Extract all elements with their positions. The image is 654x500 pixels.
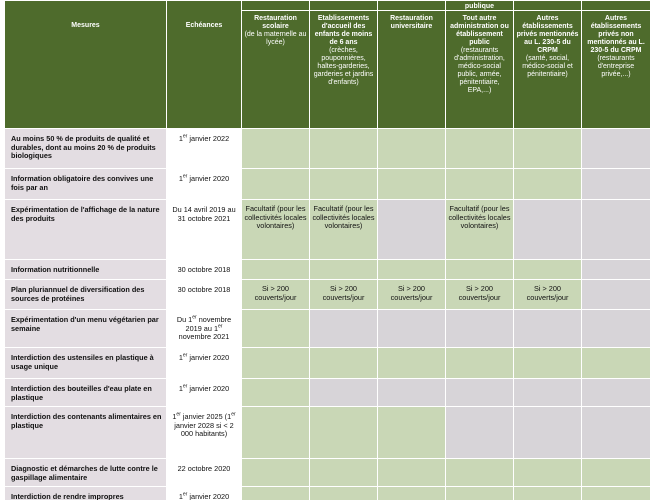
- applicability-cell: [242, 129, 310, 169]
- column-header-detail: (de la maternelle au lycée): [244, 31, 307, 46]
- column-header-title: Autres établissements privés mentionnés au L. 230-5 du CRPM: [516, 15, 579, 54]
- measure-cell: Interdiction des contenants alimentaires en plastique: [5, 407, 167, 459]
- applicability-cell: [446, 169, 514, 200]
- applicability-cell: [242, 348, 310, 379]
- applicability-cell: [514, 487, 582, 500]
- applicability-cell: Facultatif (pour les collectivités locales volontaires): [310, 200, 378, 260]
- table-row: [5, 260, 651, 280]
- column-header-2: [310, 11, 378, 129]
- table-row: [5, 487, 651, 500]
- applicability-cell: [310, 129, 378, 169]
- measure-cell: Interdiction de rendre impropres: [5, 487, 167, 500]
- applicability-cell: [446, 310, 514, 348]
- applicability-cell: [446, 459, 514, 487]
- table-row: [5, 169, 651, 200]
- applicability-cell: [582, 280, 651, 310]
- measure-cell: Plan pluriannuel de diversification des sources de protéines: [5, 280, 167, 310]
- applicability-cell: Si > 200 couverts/jour: [242, 280, 310, 310]
- applicability-cell: [514, 169, 582, 200]
- applicability-cell: [582, 379, 651, 407]
- deadline-cell: 1er janvier 2020: [167, 348, 242, 379]
- table-row: [5, 459, 651, 487]
- applicability-cell: [242, 169, 310, 200]
- deadline-cell: Du 1er novembre 2019 au 1er novembre 2021: [167, 310, 242, 348]
- applicability-cell: [310, 379, 378, 407]
- applicability-cell: [378, 459, 446, 487]
- applicability-cell: [582, 129, 651, 169]
- applicability-cell: [378, 169, 446, 200]
- table-row: [5, 200, 651, 260]
- applicability-cell: [582, 310, 651, 348]
- applicability-cell: [514, 260, 582, 280]
- applicability-cell: [242, 459, 310, 487]
- column-header-title: Restauration scolaire: [254, 15, 297, 30]
- measure-cell: Interdiction des bouteilles d'eau plate en plastique: [5, 379, 167, 407]
- applicability-cell: [310, 169, 378, 200]
- applicability-cell: [310, 459, 378, 487]
- table-row: [5, 348, 651, 379]
- applicability-cell: [310, 260, 378, 280]
- applicability-cell: [378, 379, 446, 407]
- measure-cell: Information nutritionnelle: [5, 260, 167, 280]
- table-row: [5, 129, 651, 169]
- applicability-cell: [446, 487, 514, 500]
- column-header-detail: (santé, social, médico-social et pénitentiaire): [522, 55, 573, 78]
- applicability-cell: Facultatif (pour les collectivités locales volontaires): [242, 200, 310, 260]
- deadlines-header: Echéances: [167, 1, 242, 129]
- applicability-cell: [378, 487, 446, 500]
- applicability-cell: Si > 200 couverts/jour: [378, 280, 446, 310]
- measure-cell: Interdiction des ustensiles en plastique à usage unique: [5, 348, 167, 379]
- deadline-cell: 1er janvier 2020: [167, 379, 242, 407]
- applicability-cell: [514, 129, 582, 169]
- applicability-cell: [514, 459, 582, 487]
- applicability-cell: [582, 348, 651, 379]
- column-header-3: [378, 11, 446, 129]
- applicability-cell: [310, 310, 378, 348]
- deadline-cell: 30 octobre 2018: [167, 260, 242, 280]
- column-header-title: Etablissements d'accueil des enfants de moins de 6 ans: [314, 15, 373, 46]
- applicability-cell: Si > 200 couverts/jour: [446, 280, 514, 310]
- applicability-cell: [378, 407, 446, 459]
- column-header-detail: (restaurants d'entreprise privée,...): [597, 55, 635, 78]
- deadline-cell: 22 octobre 2020: [167, 459, 242, 487]
- column-header-5: [514, 11, 582, 129]
- applicability-cell: [378, 200, 446, 260]
- deadline-cell: 30 octobre 2018: [167, 280, 242, 310]
- applicability-cell: [242, 407, 310, 459]
- applicability-cell: [582, 459, 651, 487]
- deadline-cell: 1er janvier 2020: [167, 487, 242, 500]
- header-top-strip: [5, 1, 651, 11]
- measure-cell: Expérimentation de l'affichage de la nature des produits: [5, 200, 167, 260]
- applicability-cell: [514, 379, 582, 407]
- deadline-cell: 1er janvier 2022: [167, 129, 242, 169]
- applicability-cell: [582, 169, 651, 200]
- column-header-title: Autres établissements privés non mentionnés au L. 230-5 du CRPM: [587, 15, 645, 54]
- table-row: [5, 280, 651, 310]
- table-row: [5, 310, 651, 348]
- applicability-cell: [378, 129, 446, 169]
- header-partial-text: publique: [446, 1, 514, 11]
- column-header-detail: (crèches, pouponnières, haltes-garderies, garderies et jardins d'enfants): [313, 47, 374, 86]
- applicability-cell: [446, 260, 514, 280]
- deadline-cell: 1er janvier 2020: [167, 169, 242, 200]
- applicability-cell: [446, 348, 514, 379]
- deadline-cell: 1er janvier 2025 (1er janvier 2028 si < 2 000 habitants): [167, 407, 242, 459]
- column-header-6: [582, 11, 651, 129]
- applicability-cell: Si > 200 couverts/jour: [310, 280, 378, 310]
- applicability-cell: [310, 487, 378, 500]
- applicability-cell: [514, 310, 582, 348]
- applicability-cell: [378, 348, 446, 379]
- applicability-cell: [310, 348, 378, 379]
- measure-cell: Diagnostic et démarches de lutte contre le gaspillage alimentaire: [5, 459, 167, 487]
- applicability-cell: [242, 310, 310, 348]
- applicability-cell: [446, 129, 514, 169]
- applicability-cell: [242, 379, 310, 407]
- measure-cell: Au moins 50 % de produits de qualité et durables, dont au moins 20 % de produits biologiques: [5, 129, 167, 169]
- column-header-detail: (restaurants d'administration, médico-social public, armée, pénitentiaire, EPA,...): [454, 47, 505, 94]
- applicability-cell: [582, 407, 651, 459]
- measures-table: [4, 0, 651, 500]
- applicability-cell: [514, 200, 582, 260]
- applicability-cell: Facultatif (pour les collectivités locales volontaires): [446, 200, 514, 260]
- table-row: [5, 379, 651, 407]
- measure-cell: Information obligatoire des convives une fois par an: [5, 169, 167, 200]
- measures-header: Mesures: [5, 1, 167, 129]
- column-header-1: [242, 11, 310, 129]
- applicability-cell: Si > 200 couverts/jour: [514, 280, 582, 310]
- applicability-cell: [514, 348, 582, 379]
- applicability-cell: [582, 487, 651, 500]
- applicability-cell: [378, 260, 446, 280]
- applicability-cell: [310, 407, 378, 459]
- column-header-4: [446, 11, 514, 129]
- deadline-cell: Du 14 avril 2019 au 31 octobre 2021: [167, 200, 242, 260]
- applicability-cell: [242, 487, 310, 500]
- applicability-cell: [514, 407, 582, 459]
- applicability-cell: [378, 310, 446, 348]
- column-header-title: Tout autre administration ou établissement public: [450, 15, 509, 46]
- column-header-title: Restauration universitaire: [390, 15, 433, 30]
- applicability-cell: [582, 260, 651, 280]
- regulation-table-page: [4, 0, 654, 500]
- applicability-cell: [446, 407, 514, 459]
- table-row: [5, 407, 651, 459]
- applicability-cell: [446, 379, 514, 407]
- measure-cell: Expérimentation d'un menu végétarien par semaine: [5, 310, 167, 348]
- applicability-cell: [582, 200, 651, 260]
- applicability-cell: [242, 260, 310, 280]
